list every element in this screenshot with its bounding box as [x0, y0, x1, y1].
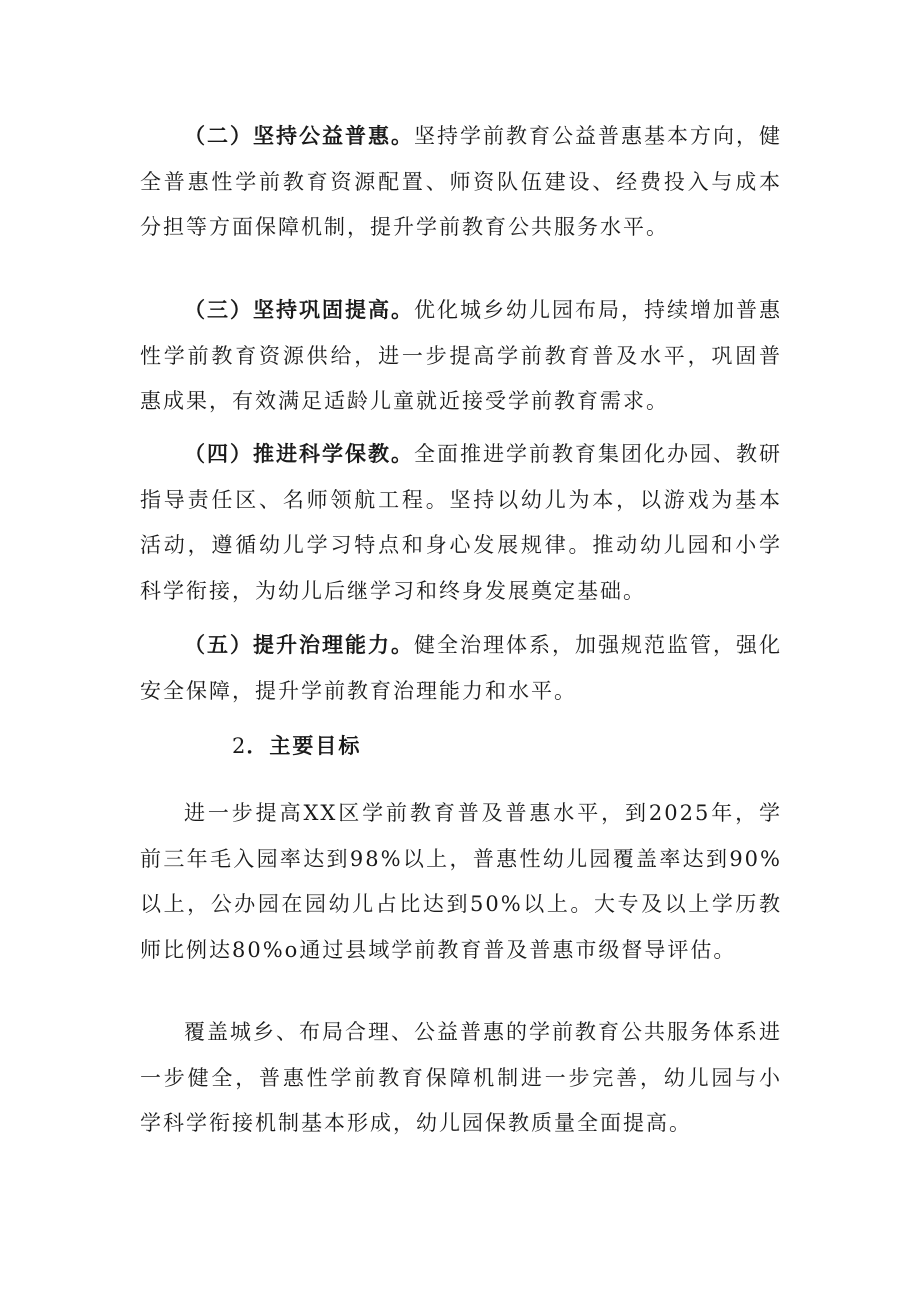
- principle-lead-5: （五）提升治理能力。: [184, 633, 414, 657]
- principle-lead-4: （四）推进科学保教。: [184, 442, 414, 466]
- principle-body-2: 坚持学前教育公益普惠基本方向，健全普惠性学前教育资源配置、师资队伍建设、经费投入与成本分担等方面保障机制，提升学前教育公共服务水平。: [140, 124, 782, 239]
- principle-paragraph-2: [140, 114, 782, 251]
- principle-paragraph-5: [140, 623, 782, 714]
- goals-paragraph-1: 进一步提高XX区学前教育普及普惠水平，到2025年，学前三年毛入园率达到98%以上，普惠性幼儿园覆盖率达到90%以上，公办园在园幼儿占比达到50%以上。大专及以上学历教师比例达80%o通过县域学前教育普及普惠市级督导评估。: [140, 801, 782, 962]
- principle-body-3: 优化城乡幼儿园布局，持续增加普惠性学前教育资源供给，进一步提高学前教育普及水平，巩固普惠成果，有效满足适龄儿童就近接受学前教育需求。: [140, 298, 782, 413]
- principle-body-4: 全面推进学前教育集团化办园、教研指导责任区、名师领航工程。坚持以幼儿为本，以游戏为基本活动，遵循幼儿学习特点和身心发展规律。推动幼儿园和小学科学衔接，为幼儿后继学习和终身发展奠定基础。: [140, 442, 782, 603]
- principle-paragraph-4: [140, 432, 782, 614]
- principle-paragraph-3: [140, 288, 782, 425]
- section-heading-separator: ．: [246, 734, 270, 758]
- section-heading-main-goals: [232, 728, 361, 764]
- principle-lead-2: （二）坚持公益普惠。: [184, 124, 414, 148]
- section-heading-title: 主要目标: [269, 734, 362, 758]
- goals-paragraph-2: 覆盖城乡、布局合理、公益普惠的学前教育公共服务体系进一步健全，普惠性学前教育保障机制进一步完善，幼儿园与小学科学衔接机制基本形成，幼儿园保教质量全面提高。: [140, 1020, 782, 1135]
- principle-lead-3: （三）坚持巩固提高。: [184, 298, 414, 322]
- section-heading-number: 2: [232, 734, 247, 758]
- principle-body-5: 健全治理体系，加强规范监管，强化安全保障，提升学前教育治理能力和水平。: [140, 633, 782, 703]
